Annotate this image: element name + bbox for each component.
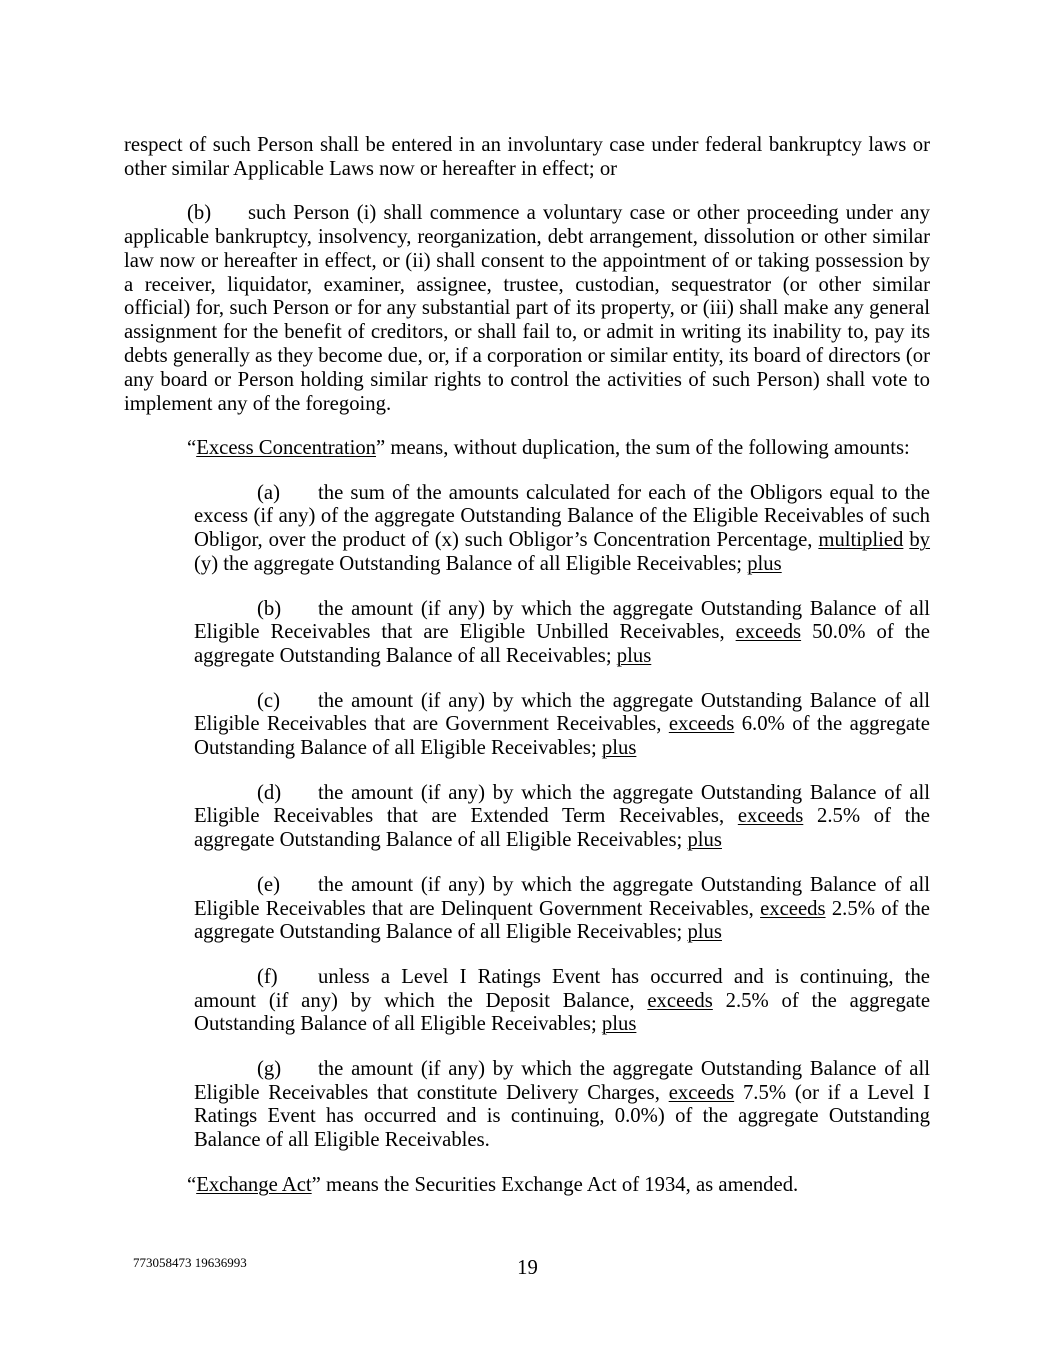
- sub-clause-text: the sum of the amounts calculated for each of the Obligors equal to the excess (if any) of the aggregate Outstanding Balance of the Eligible Receivables of such Obligor, over the product of (x) such Obligor’s Concentration Percentage,: [194, 481, 930, 552]
- sub-clause-text: 2.5% of the aggregate Outstanding Balance of all Eligible Receivables;: [194, 805, 930, 852]
- sub-clause-text: 7.5% (or if a Level I Ratings Event has occurred and is continuing, 0.0%) of the aggregate Outstanding Balance of all Eligible Receivables.: [194, 1081, 930, 1152]
- underlined-term: exceeds: [647, 989, 713, 1012]
- clause-b-paragraph: [124, 202, 930, 416]
- sub-clause-text: the amount (if any) by which the aggregate Outstanding Balance of all Eligible Receivables that are Eligible Unbilled Receivables,: [194, 597, 930, 644]
- sub-clause-text: 2.5% of the aggregate Outstanding Balance of all Eligible Receivables;: [194, 897, 930, 944]
- sub-clause-text: the amount (if any) by which the aggregate Outstanding Balance of all Eligible Receivables that are Delinquent Government Receivables,: [194, 873, 930, 920]
- sub-clause-label: (d): [257, 781, 282, 804]
- sub-clause-label: (a): [257, 481, 280, 504]
- document-body: [124, 134, 930, 1218]
- sub-clause-text: 50.0% of the aggregate Outstanding Balance of all Receivables;: [194, 621, 930, 668]
- underlined-term: exceeds: [668, 1081, 735, 1104]
- defined-term: Exchange Act: [196, 1173, 312, 1196]
- document-id: 773058473 19636993: [133, 1255, 247, 1270]
- underlined-term: multiplied: [818, 529, 904, 552]
- sub-clause-b: [194, 598, 930, 669]
- sub-clause-e: [194, 874, 930, 945]
- sub-clause-text: the amount (if any) by which the aggregate Outstanding Balance of all Eligible Receivables that are Extended Term Receivables,: [194, 781, 930, 828]
- open-quote: “: [187, 1173, 197, 1196]
- connector-term: plus: [687, 829, 722, 852]
- defined-term: Excess Concentration: [196, 437, 377, 460]
- sub-clause-label: (e): [257, 873, 280, 896]
- sub-clause-c: [194, 690, 930, 761]
- definition-text: ” means the Securities Exchange Act of 1934, as amended.: [311, 1173, 799, 1196]
- page-number: 19: [517, 1257, 538, 1279]
- definition-text: ” means, without duplication, the sum of the following amounts:: [376, 437, 910, 460]
- connector-term: plus: [747, 553, 782, 576]
- connector-term: plus: [601, 1013, 637, 1036]
- sub-clause-f: [194, 966, 930, 1037]
- underlined-term: by: [909, 529, 931, 552]
- sub-clause-text: 2.5% of the aggregate Outstanding Balance of all Eligible Receivables;: [194, 989, 930, 1036]
- sub-clause-d: [194, 782, 930, 853]
- underlined-term: exceeds: [735, 621, 802, 644]
- sub-clause-text: (y) the aggregate Outstanding Balance of all Eligible Receivables;: [194, 553, 748, 576]
- underlined-term: exceeds: [737, 805, 804, 828]
- connector-term: plus: [616, 645, 652, 668]
- clause-text: such Person (i) shall commence a voluntary case or other proceeding under any applicable bankruptcy, insolvency, reorganization, debt arrangement, dissolution or other similar law now or hereafter in effect, or (ii) shall consent to the appointment of or taking possession by a receiver, liquidator, examiner, assignee, trustee, custodian, sequestrator (or other similar official) for, such Person or for any substantial part of its property, or (iii) shall make any general assignment for the benefit of creditors, or shall fail to, or admit in writing its inability to, pay its debts generally as they become due, or, if a corporation or similar entity, its board of directors (or any board or Person holding similar rights to control the activities of such Person) shall vote to implement any of the foregoing.: [124, 202, 930, 415]
- open-quote: “: [187, 437, 197, 460]
- definition-exchange-act: [124, 1174, 930, 1198]
- underlined-term: exceeds: [668, 713, 735, 736]
- sub-clause-a: [194, 482, 930, 577]
- connector-term: plus: [687, 921, 722, 944]
- sub-clause-text: the amount (if any) by which the aggregate Outstanding Balance of all Eligible Receivables that constitute Delivery Charges,: [194, 1057, 930, 1104]
- sub-clause-text: the amount (if any) by which the aggregate Outstanding Balance of all Eligible Receivables that are Government Receivables,: [194, 689, 930, 736]
- sub-clause-label: (c): [257, 689, 280, 712]
- sub-clause-label: (g): [257, 1057, 282, 1080]
- definition-excess-concentration: [124, 437, 930, 461]
- sub-clause-label: (b): [257, 597, 282, 620]
- clause-label: (b): [187, 202, 212, 225]
- continuation-paragraph: respect of such Person shall be entered in an involuntary case under federal bankruptcy laws or other similar Applicable Laws now or hereafter in effect; or: [124, 134, 930, 180]
- sub-clause-text: unless a Level I Ratings Event has occurred and is continuing, the amount (if any) by which the Deposit Balance,: [194, 965, 930, 1012]
- underlined-term: exceeds: [760, 897, 826, 920]
- sub-clause-text: 6.0% of the aggregate Outstanding Balance of all Eligible Receivables;: [194, 713, 930, 760]
- connector-term: plus: [601, 737, 637, 760]
- sub-clause-g: [194, 1058, 930, 1153]
- sub-clause-label: (f): [257, 965, 278, 988]
